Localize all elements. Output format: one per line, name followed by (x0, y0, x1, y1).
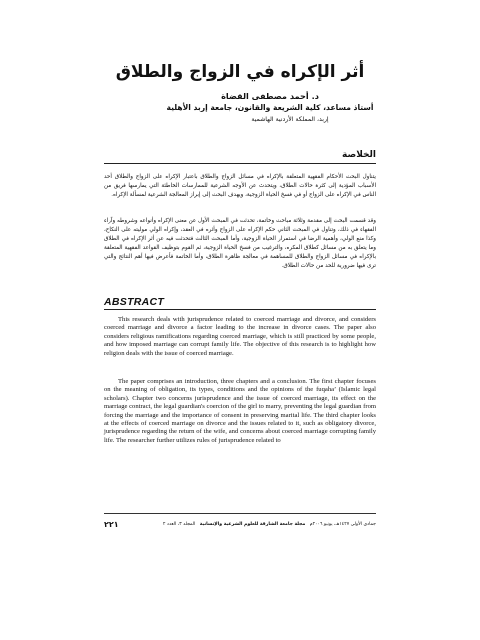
journal-citation (163, 522, 376, 527)
footer-divider (104, 513, 376, 514)
publication-date: جمادى الأولى ١٤٢٧هـ، يونيو ٢٠٠٦م (309, 521, 376, 527)
arabic-summary-paragraph: يتناول البحث الأحكام الفقهية المتعلقة بالإكراه في مسائل الزواج والطلاق باعتبار الإكراه على الزواج والطلاق أحد الأسباب المؤدية إلى كثرة حالات الطلاق، ويتحدث عن الأوجه الشرعية للممارسات الخاطئة التي يمارسها فريق من الناس في الإكراه على الزواج أو في فسخ الحياة الزوجية، ويهدف البحث إلى إبراز المعالجة الشرعية لمسألة الإكراه. (104, 174, 376, 198)
page-footer (104, 518, 376, 530)
abstract-heading: ABSTRACT (104, 296, 165, 308)
article-title: أثر الإكراه في الزواج والطلاق (115, 62, 365, 82)
journal-issue: المجلد ٣، العدد ٢ (163, 521, 196, 527)
author-affiliation: أستاذ مساعد، كلية الشريعة والقانون، جامعة إربد الأهلية (166, 103, 374, 112)
arabic-summary-paragraph: وقد قسمت البحث إلى مقدمة وثلاثة مباحث وخاتمة، تحدثت في المبحث الأول عن معنى الإكراه وأنواعه وشروطه وآراء الفقهاء في ذلك، وتناول في المبحث الثاني حكم الإكراه على الزواج وأثره في العقد، وإكراه الولي موليته على النكاح، وكذا منع الولي، وأهمية الرضا في استمرار الحياة الزوجية، وأما المبحث الثالث فتحدثت فيه عن أثر الإكراه في الطلاق وما يتعلق به من مسائل كطلاق المكره، والترغيب من فسخ الحياة الزوجية، ثم القوم بتوظيف القواعد الفقهية المتعلقة بالإكراه في مسائل الزواج والطلاق للمساهمة في معالجة ظاهرة الطلاق، وأما الخاتمة فأعرض فيها أهم النتائج والتي ترى فيها ضرورية للحد من حالات الطلاق. (104, 218, 376, 269)
abstract-paragraph: The paper comprises an introduction, three chapters and a conclusion. The first chapter focuses on the meaning of obligation, its types, conditions and the opinions of the fuqaha’ (Islamic legal scholars). Chapter two concerns jurisprudence and the issue of coerced marriage, its effect on the marriage contract, the legal guardian's coercion of the girl to marry, preventing the legal guardian from forcing the marriage and the importance of consent in preserving marital life. The third chapter looks at the effects of coerced marriage on divorce and the issues related to it, such as obligatory divorce, jurisprudence regarding the return of the wife, and concerns about coerced marriage corrupting family life. The researcher further utilizes rules of jurisprudence related to (104, 378, 376, 444)
summary-divider (104, 163, 376, 164)
author-location: إربد، المملكة الأردنية الهاشمية (251, 116, 329, 123)
arabic-summary-heading: الخلاصة (342, 150, 376, 160)
page-number: ٢٢١ (104, 519, 119, 529)
author-name: د. أحمد مصطفى القضاة (221, 91, 319, 101)
abstract-divider (104, 309, 376, 310)
journal-name: مجلة جامعة الشارقة للعلوم الشرعية والإنسانية (199, 521, 306, 527)
abstract-paragraph: This research deals with jurisprudence related to coerced marriage and divorce, and considers coerced marriage and divorce a factor leading to the increase in divorce cases. The paper also considers religious ramifications regarding coerced marriage, which is still practiced by some people, and how imposed marriage can corrupt family life. The objective of this research is to highlight how religion deals with the issue of coerced marriage. (104, 316, 376, 357)
